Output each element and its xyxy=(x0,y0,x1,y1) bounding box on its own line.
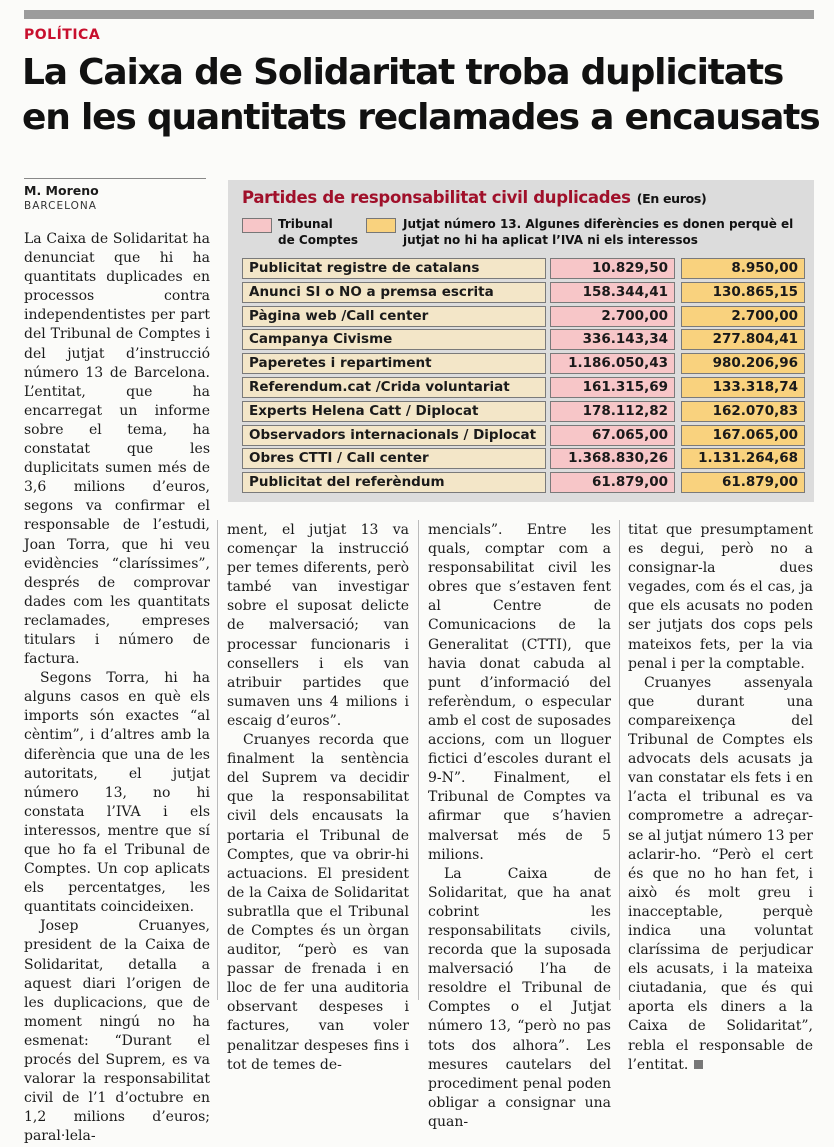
row-value-jutjat: 277.804,41 xyxy=(681,329,805,350)
dateline-place: BARCELONA xyxy=(24,200,97,212)
paragraph: Cruanyes recorda que finalment la sentència del Suprem va decidir que la responsabilitat civil dels encausats la portaria el Tribunal de Comptes, que va obrir-hi actuacions. El president de la Caixa de Solidaritat subratlla que el Tribunal de Comptes és un òrgan auditor, “però es van passar de frenada i en lloc de fer una auditoria observant despeses i factures, van voler penalitzar despeses fins i tot de temes de- xyxy=(227,732,409,1073)
row-value-jutjat: 61.879,00 xyxy=(681,472,805,493)
row-value-tribunal: 1.186.050,43 xyxy=(550,353,675,374)
row-value-tribunal: 67.065,00 xyxy=(550,425,675,446)
legend-jutjat xyxy=(403,216,808,248)
paragraph: mencials”. Entre les quals, comptar com a responsabilitat civil les obres que s’estaven fent al Centre de Comunicacions de la Generalitat (CTTI), que havia donat cabuda al punt d’informació del referèndum, o especular amb el cost de suposades accions, com un lloguer fictici d’escoles durant el 9-N”. Finalment, el Tribunal de Comptes va afirmar que s’havien malversat més de 5 milions. xyxy=(428,522,611,863)
row-label: Obres CTTI / Call center xyxy=(242,448,546,469)
headline-line-2: en les quantitats reclamades a encausats xyxy=(22,97,820,138)
row-value-jutjat: 133.318,74 xyxy=(681,377,805,398)
table-row xyxy=(242,282,805,303)
row-value-jutjat: 980.206,96 xyxy=(681,353,805,374)
table-row xyxy=(242,425,805,446)
article-column-3 xyxy=(428,521,611,1132)
byline xyxy=(24,178,206,212)
legend-jutjat-line-2: jutjat no hi ha aplicat l’IVA ni els interessos xyxy=(403,233,698,247)
row-value-jutjat: 162.070,83 xyxy=(681,401,805,422)
row-label: Publicitat del referèndum xyxy=(242,472,546,493)
paragraph: La Caixa de Solidaritat, que ha anat cobrint les responsabilitats civils, recorda que la suposada malversació l’ha de resoldre el Tribunal de Comptes o el Jutjat número 13, “però no pas tots dos alhora”. Les mesures cautelars del procediment penal poden obligar a consignar una quan- xyxy=(428,865,611,1130)
row-label: Experts Helena Catt / Diplocat xyxy=(242,401,546,422)
row-value-jutjat: 167.065,00 xyxy=(681,425,805,446)
table-row xyxy=(242,377,805,398)
table-row xyxy=(242,401,805,422)
row-value-tribunal: 178.112,82 xyxy=(550,401,675,422)
column-divider xyxy=(217,520,218,1000)
row-value-tribunal: 161.315,69 xyxy=(550,377,675,398)
legend-swatch-tribunal xyxy=(242,218,272,233)
row-value-tribunal: 10.829,50 xyxy=(550,258,675,279)
row-value-jutjat: 130.865,15 xyxy=(681,282,805,303)
legend-tribunal xyxy=(278,216,358,248)
table-title xyxy=(242,188,706,207)
table-row xyxy=(242,306,805,327)
legend-tribunal-line-2: de Comptes xyxy=(278,233,359,247)
row-label: Referendum.cat /Crida voluntariat xyxy=(242,377,546,398)
author-name: M. Moreno xyxy=(24,183,99,198)
paragraph xyxy=(628,674,813,1075)
column-divider xyxy=(619,520,620,1000)
table-title-text: Partides de responsabilitat civil duplicades xyxy=(242,188,631,207)
row-label: Campanya Civisme xyxy=(242,329,546,350)
end-of-article-mark xyxy=(694,1060,703,1069)
table-row xyxy=(242,472,805,493)
article-column-1 xyxy=(24,230,210,1147)
row-label: Pàgina web /Call center xyxy=(242,306,546,327)
paragraph: ment, el jutjat 13 va començar la instrucció per temes diferents, però també van investigar sobre el suposat delicte de malversació; van processar funcionaris i consellers i els van atribuir partides que sumaven uns 4 milions i escaig d’euros”. xyxy=(227,522,409,729)
article-column-4 xyxy=(628,521,813,1075)
table-row xyxy=(242,258,805,279)
table-row xyxy=(242,329,805,350)
row-value-jutjat: 8.950,00 xyxy=(681,258,805,279)
row-value-jutjat: 1.131.264,68 xyxy=(681,448,805,469)
row-label: Anunci SI o NO a premsa escrita xyxy=(242,282,546,303)
paragraph: titat que presumptament es degui, però no a consignar-la dues vegades, com és el cas, ja que els acusats no poden ser jutjats dos cops pels mateixos fets, per la via penal i per la comptable. xyxy=(628,522,813,672)
row-label: Paperetes i repartiment xyxy=(242,353,546,374)
article-column-2 xyxy=(227,521,409,1075)
paragraph: La Caixa de Solidaritat ha denunciat que hi ha quantitats duplicades en processos contra independentistes per part del Tribunal de Comptes i del jutjat d’instrucció número 13 de Barcelona. L’entitat, que ha encarregat un informe sobre el tema, ha constatat que les duplicitats sumen més de 3,6 milions d’euros, segons va confirmar el responsable de l’estudi, Joan Torra, que hi veu evidències “claríssimes”, després de comprovar dades com les quantitats reclamades, empreses titulars i número de factura. xyxy=(24,231,210,668)
row-label: Publicitat registre de catalans xyxy=(242,258,546,279)
row-value-jutjat: 2.700,00 xyxy=(681,306,805,327)
data-table-box xyxy=(228,180,814,502)
row-value-tribunal: 2.700,00 xyxy=(550,306,675,327)
section-label: POLÍTICA xyxy=(24,27,101,43)
row-label: Observadors internacionals / Diplocat xyxy=(242,425,546,446)
paragraph: Josep Cruanyes, president de la Caixa de Solidaritat, detalla a aquest diari l’origen de les duplicacions, que de moment ningú no ha esmenat: “Durant el procés del Suprem, es va valorar la responsabilitat civil de l’1 d’octubre en 1,2 milions d’euros; paral·lela- xyxy=(24,918,210,1145)
legend-jutjat-line-1: Jutjat número 13. Algunes diferències es donen perquè el xyxy=(403,217,794,231)
row-value-tribunal: 61.879,00 xyxy=(550,472,675,493)
column-divider xyxy=(418,520,419,1000)
paragraph-text: Cruanyes assenyala que durant una compareixença del Tribunal de Comptes els advocats dels acusats ja van constatar els fets i en l’acta el tribunal es va comprometre a adreçar-se al jutjat número 13 per aclarir-ho. “Però el cert és que no ho han fet, i això és molt greu i inacceptable, perquè indica una voluntat claríssima de perjudicar els acusats, i la mateixa ciutadania, que és qui aporta els diners a la Caixa de Solidaritat”, rebla el responsable de l’entitat. xyxy=(628,674,813,1073)
row-value-tribunal: 158.344,41 xyxy=(550,282,675,303)
top-rule xyxy=(24,10,814,19)
legend-tribunal-line-1: Tribunal xyxy=(278,217,333,231)
legend-swatch-jutjat xyxy=(366,218,396,233)
table-units: (En euros) xyxy=(636,191,707,206)
paragraph: Segons Torra, hi ha alguns casos en què els imports són exactes “al cèntim”, i d’altres amb la diferència que una de les autoritats, el jutjat número 13, no hi constata l’IVA i els interessos, mentre que sí que ho fa el Tribunal de Comptes. Un cop aplicats els percentatges, les quantitats coincideixen. xyxy=(24,670,210,916)
table-row xyxy=(242,353,805,374)
row-value-tribunal: 336.143,34 xyxy=(550,329,675,350)
table-row xyxy=(242,448,805,469)
row-value-tribunal: 1.368.830,26 xyxy=(550,448,675,469)
headline-line-1: La Caixa de Solidaritat troba duplicitats xyxy=(22,52,784,93)
headline xyxy=(22,50,822,140)
